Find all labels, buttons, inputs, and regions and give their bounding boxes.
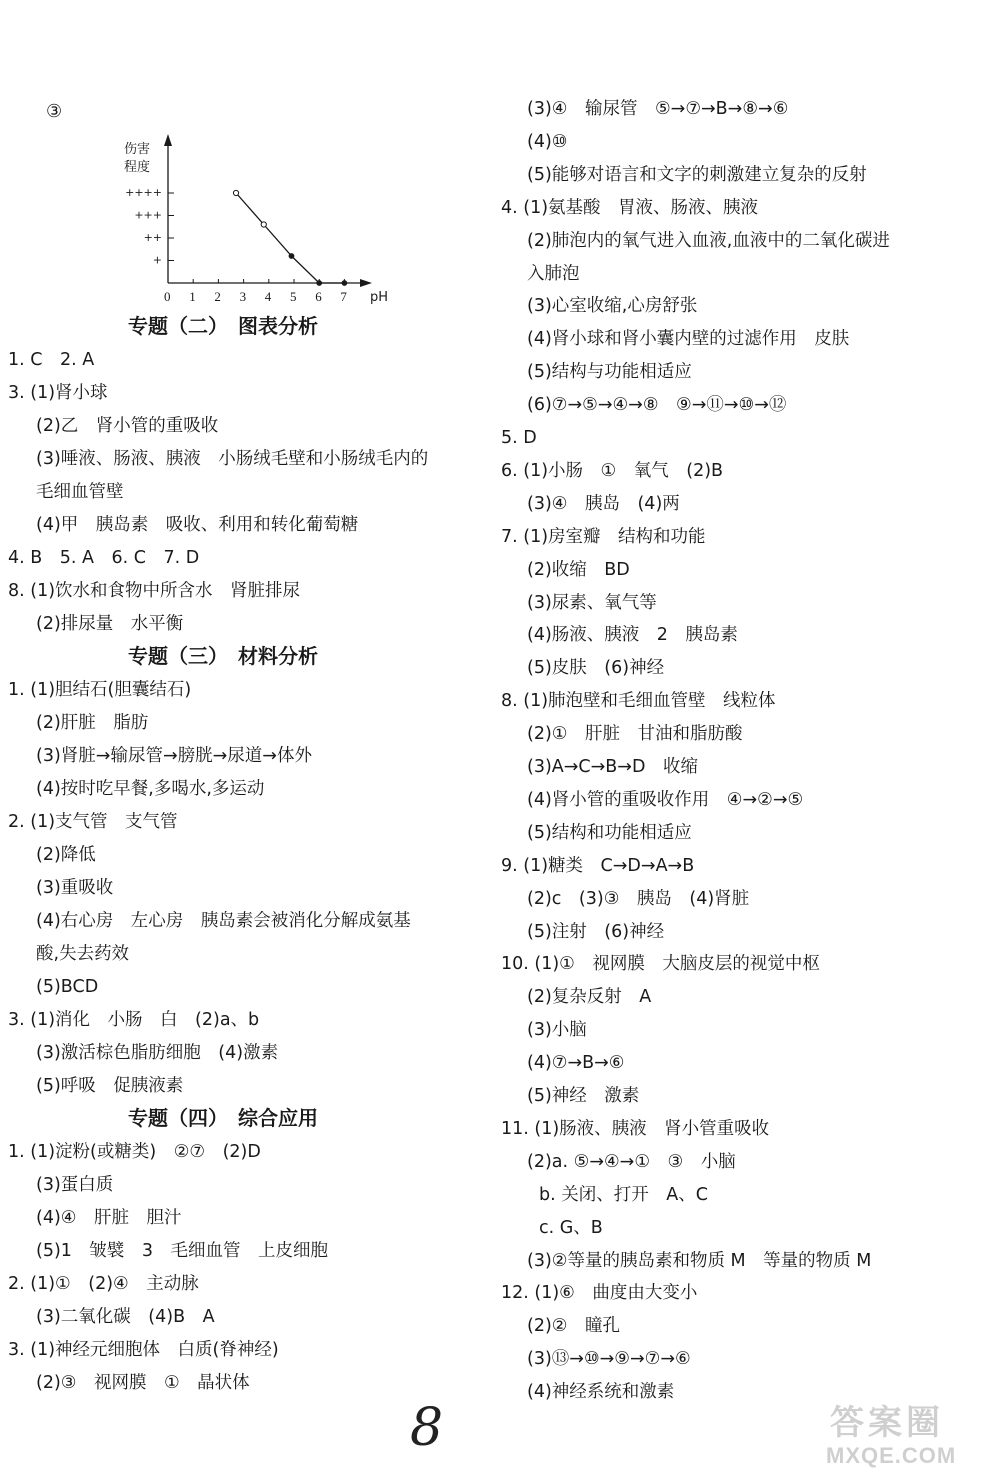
answer-line: (3)尿素、氧气等 [527, 592, 657, 613]
y-axis-label-line1: 伤害 [124, 142, 151, 157]
y-axis-label-line2: 程度 [124, 160, 151, 175]
answer-line: (2)排尿量 水平衡 [36, 614, 184, 634]
answer-line: (3)④ 胰岛 (4)两 [527, 493, 680, 514]
answer-line: (2)复杂反射 A [527, 987, 652, 1008]
answer-line: (4)肾小管的重吸收作用 ④→②→⑤ [527, 789, 804, 810]
answer-line: (5)结构与功能相适应 [527, 362, 692, 383]
answer-line: (6)⑦→⑤→④→⑧ ⑨→⑪→⑩→⑫ [527, 395, 787, 416]
x-tick-label: 7 [340, 289, 347, 304]
x-tick-label: 2 [214, 289, 221, 304]
answer-line: (3)蛋白质 [36, 1175, 114, 1195]
answer-line: 7. (1)房室瓣 结构和功能 [501, 526, 706, 547]
answer-line: 10. (1)① 视网膜 大脑皮层的视觉中枢 [501, 954, 820, 975]
answer-line: (5)神经 激素 [527, 1086, 640, 1106]
watermark-url: MXQE.COM [826, 1443, 957, 1468]
answer-line: 4. (1)氨基酸 胃液、肠液、胰液 [501, 197, 759, 218]
answer-line: 2. (1)① (2)④ 主动脉 [8, 1274, 199, 1294]
answer-line: (5)1 皱襞 3 毛细血管 上皮细胞 [36, 1241, 329, 1261]
answer-line: (2)肝脏 脂肪 [36, 713, 149, 733]
answer-line: (4)神经系统和激素 [527, 1382, 675, 1403]
ph-damage-chart [0, 0, 420, 310]
answer-line: 入肺泡 [527, 263, 580, 284]
answer-line: 11. (1)肠液、胰液 肾小管重吸收 [501, 1118, 770, 1139]
answer-line: 3. (1)肾小球 [8, 383, 108, 403]
data-point [342, 281, 347, 286]
answer-line: 8. (1)肺泡壁和毛细血管壁 线粒体 [501, 691, 776, 712]
answer-line: (4)⑩ [527, 131, 568, 152]
y-tick-label: ++ [143, 231, 162, 244]
answer-line: 4. B 5. A 6. C 7. D [8, 548, 200, 568]
answer-line: (4)④ 肝脏 胆汁 [36, 1208, 182, 1228]
answer-line: (2)肺泡内的氧气进入血液,血液中的二氧化碳进 [527, 230, 890, 251]
data-point [289, 254, 294, 259]
answer-line: 6. (1)小肠 ① 氧气 (2)B [501, 460, 724, 481]
answer-line: (4)肠液、胰液 2 胰岛素 [527, 625, 738, 646]
answer-line: (4)⑦→B→⑥ [527, 1053, 625, 1074]
answer-line: (3)重吸收 [36, 878, 114, 898]
answer-line: c. G、B [539, 1217, 603, 1238]
answer-line: (3)④ 输尿管 ⑤→⑦→B→⑧→⑥ [527, 99, 789, 119]
answer-line: (2)① 肝脏 甘油和脂肪酸 [527, 724, 743, 745]
watermark-logo-text: 答案圈 [830, 1403, 944, 1443]
data-point [317, 281, 322, 286]
x-axis-label: pH [370, 290, 389, 305]
answer-line: 酸,失去药效 [36, 944, 130, 964]
answer-line: 5. D [501, 428, 537, 448]
answer-line: (2)③ 视网膜 ① 晶状体 [36, 1373, 250, 1393]
answer-line: b. 关闭、打开 A、C [539, 1184, 708, 1205]
answer-line: (3)A→C→B→D 收缩 [527, 757, 698, 777]
answer-line: (3)心室收缩,心房舒张 [527, 296, 698, 317]
answer-line: 3. (1)消化 小肠 白 (2)a、b [8, 1010, 260, 1030]
x-tick-label: 5 [290, 289, 297, 304]
answer-line: (2)c (3)③ 胰岛 (4)肾脏 [527, 888, 750, 909]
answer-line: (4)按时吃早餐,多喝水,多运动 [36, 779, 265, 799]
data-point [261, 222, 266, 227]
series-line [236, 193, 344, 283]
answer-line: (4)肾小球和肾小囊内壁的过滤作用 皮肤 [527, 329, 850, 350]
data-point [233, 190, 238, 195]
answer-line: (2)② 瞳孔 [527, 1316, 620, 1337]
section-heading: 专题（三） 材料分析 [128, 644, 318, 668]
answer-line: (2)乙 肾小管的重吸收 [36, 416, 219, 436]
answer-line: (5)能够对语言和文字的刺激建立复杂的反射 [527, 164, 867, 185]
section-heading: 专题（四） 综合应用 [128, 1106, 318, 1130]
answer-line: (3)⑬→⑩→⑨→⑦→⑥ [527, 1349, 691, 1370]
answer-line: (3)小脑 [527, 1020, 587, 1041]
answer-line: 8. (1)饮水和食物中所含水 肾脏排尿 [8, 581, 301, 601]
page-number: 8 [410, 1398, 444, 1458]
answer-line: 9. (1)糖类 C→D→A→B [501, 855, 695, 876]
y-tick-label: + [152, 253, 162, 267]
answer-line: (3)②等量的胰岛素和物质 M 等量的物质 M [527, 1250, 872, 1271]
x-tick-label: 0 [164, 289, 171, 304]
y-axis-arrow [164, 134, 172, 146]
answer-line: 1. (1)淀粉(或糖类) ②⑦ (2)D [8, 1142, 261, 1162]
answer-line: 3. (1)神经元细胞体 白质(脊神经) [8, 1340, 279, 1360]
y-tick-label: ++++ [125, 186, 162, 199]
x-tick-label: 3 [239, 289, 247, 304]
answer-line: (2)收缩 BD [527, 559, 630, 580]
answer-line: (5)皮肤 (6)神经 [527, 658, 665, 679]
x-tick-label: 6 [315, 289, 322, 304]
answer-line: (2)a. ⑤→④→① ③ 小脑 [527, 1151, 736, 1172]
site-watermark [822, 1395, 992, 1473]
answer-line: (3)激活棕色脂肪细胞 (4)激素 [36, 1043, 279, 1063]
answer-line: (4)甲 胰岛素 吸收、利用和转化葡萄糖 [36, 515, 359, 535]
answer-line: 12. (1)⑥ 曲度由大变小 [501, 1283, 698, 1304]
x-tick-label: 1 [189, 289, 196, 304]
answer-line: 1. (1)胆结石(胆囊结石) [8, 680, 192, 700]
answer-line: (5)呼吸 促胰液素 [36, 1076, 184, 1096]
answer-line: (5)注射 (6)神经 [527, 921, 665, 942]
answer-line: (5)BCD [36, 977, 99, 997]
y-tick-label: +++ [134, 208, 162, 222]
answer-line: 1. C 2. A [8, 350, 95, 370]
x-tick-label: 4 [264, 289, 272, 304]
answer-line: (4)右心房 左心房 胰岛素会被消化分解成氨基 [36, 911, 411, 931]
answer-line: (2)降低 [36, 845, 96, 865]
answer-line: 毛细血管壁 [36, 482, 124, 502]
chart-marker: ③ [46, 101, 63, 122]
answer-line: (3)二氧化碳 (4)B A [36, 1307, 215, 1327]
section-heading: 专题（二） 图表分析 [128, 314, 318, 338]
answer-line: (3)唾液、肠液、胰液 小肠绒毛壁和小肠绒毛内的 [36, 449, 429, 469]
answer-line: (5)结构和功能相适应 [527, 822, 692, 843]
answer-line: 2. (1)支气管 支气管 [8, 812, 178, 832]
x-axis-arrow [360, 279, 372, 287]
answer-line: (3)肾脏→输尿管→膀胱→尿道→体外 [36, 746, 312, 766]
